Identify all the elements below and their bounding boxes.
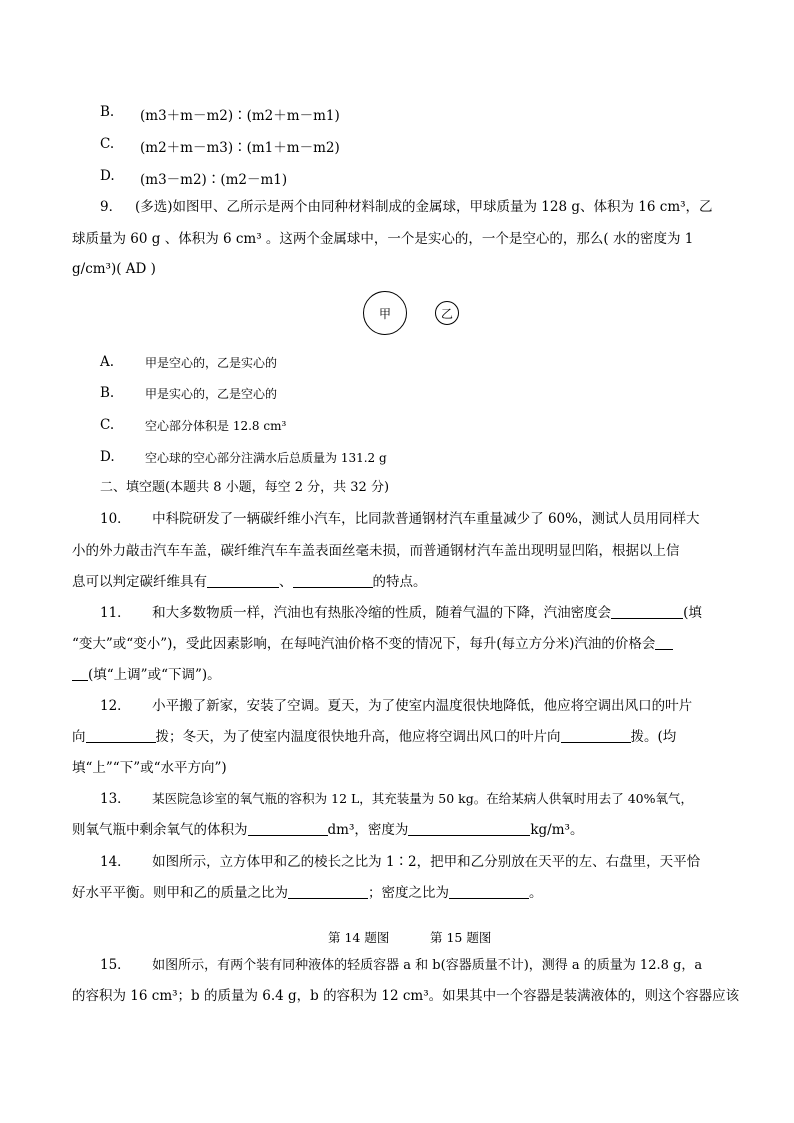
question-number: 11． xyxy=(100,605,131,621)
answer-blank[interactable] xyxy=(408,821,530,836)
question-text: 息可以判定碳纤维具有 xyxy=(72,574,207,590)
option-text: (m3－m2)∶(m2－m1) xyxy=(140,172,288,188)
ball-jia-figure xyxy=(363,291,407,335)
question-number: 12． xyxy=(100,698,131,714)
question-text: 如图所示，立方体甲和乙的棱长之比为 1∶2，把甲和乙分别放在天平的左、右盘里，天平恰 xyxy=(152,854,701,870)
option-letter: B. xyxy=(100,385,115,401)
answer-blank[interactable] xyxy=(72,666,88,681)
answer-blank[interactable] xyxy=(86,728,156,743)
question-text: 中科院研发了一辆碳纤维小汽车，比同款普通钢材汽车重量减少了 60%，测试人员用同样大 xyxy=(152,511,700,527)
q14-line-2 xyxy=(72,883,543,903)
ball-jia-label: 甲 xyxy=(378,306,391,321)
option-letter: D. xyxy=(100,168,115,184)
option-text: 甲是空心的，乙是实心的 xyxy=(145,356,278,370)
q9-line-1 xyxy=(100,197,713,217)
q13-line-1 xyxy=(100,789,693,809)
option-letter: C. xyxy=(100,417,115,433)
question-text: dm³，密度为 xyxy=(327,822,409,838)
question-text: 某医院急诊室的氧气瓶的容积为 12 L，其充装量为 50 kg。在给某病人供氧时用去了 40%氧气， xyxy=(152,791,693,806)
question-number: 15． xyxy=(100,957,131,973)
answer-blank[interactable] xyxy=(248,821,328,836)
q11-line-3 xyxy=(72,665,221,685)
q15-line-2: 的容积为 16 cm³；b 的质量为 6.4 g，b 的容积为 12 cm³。如果其中一个容器是装满液体的，则这个容器应该 xyxy=(72,988,740,1004)
option-letter: A. xyxy=(100,354,115,370)
question-text: 的特点。 xyxy=(372,574,427,590)
question-text: (多选)如图甲、乙所示是两个由同种材料制成的金属球，甲球质量为 128 g、体积为 16 cm³，乙 xyxy=(134,199,713,215)
answer-blank[interactable] xyxy=(611,604,683,619)
option-letter: C. xyxy=(100,136,115,152)
question-text: 拨；冬天，为了使室内温度很快地升高，他应将空调出风口的叶片向 xyxy=(155,729,561,745)
question-text: 好水平平衡。则甲和乙的质量之比为 xyxy=(72,885,288,901)
q9-line-2: 球质量为 60 g 、体积为 6 cm³ 。这两个金属球中，一个是实心的，一个是空心的，那么( 水的密度为 1 xyxy=(72,231,694,247)
question-number: 9． xyxy=(100,199,123,215)
question-text: 、 xyxy=(279,574,293,590)
question-text: 拨。(均 xyxy=(630,729,677,745)
option-text: (m2＋m－m3)∶(m1＋m－m2) xyxy=(140,140,340,156)
question-text: 如图所示，有两个装有同种液体的轻质容器 a 和 b(容器质量不计)，测得 a 的质量为 12.8 g，a xyxy=(152,958,703,973)
question-text: “变大”或“变小”)，受此因素影响，在每吨汽油价格不变的情况下，每升(每立方分米)汽油的价格会 xyxy=(72,636,656,652)
question-text: (填 xyxy=(683,605,702,621)
q11-line-1 xyxy=(100,603,702,623)
ball-yi-figure xyxy=(435,301,459,325)
ball-yi-label: 乙 xyxy=(440,306,453,321)
question-number: 10． xyxy=(100,511,131,527)
answer-blank[interactable] xyxy=(449,884,529,899)
q14-line-1 xyxy=(100,852,700,872)
question-text: 。 xyxy=(529,885,543,901)
q9-line-3: g/cm³)( AD ) xyxy=(72,261,156,277)
answer-blank[interactable] xyxy=(293,573,373,588)
question-text: 则氧气瓶中剩余氧气的体积为 xyxy=(72,822,248,838)
option-text: (m3＋m－m2)∶(m2＋m－m1) xyxy=(140,108,340,124)
question-number: 14． xyxy=(100,854,131,870)
option-letter: D. xyxy=(100,449,115,465)
q10-line-3 xyxy=(72,572,427,592)
q10-line-1 xyxy=(100,509,699,529)
q12-line-1 xyxy=(100,696,692,716)
question-text: kg/m³。 xyxy=(530,822,584,838)
q11-line-2 xyxy=(72,634,673,654)
question-text: ；密度之比为 xyxy=(368,885,449,901)
option-text: 空心球的空心部分注满水后总质量为 131.2 g xyxy=(145,451,387,465)
figure-caption-14: 第 14 题图 xyxy=(328,930,390,945)
question-number: 13． xyxy=(100,791,131,807)
answer-blank[interactable] xyxy=(288,884,368,899)
question-text: 小平搬了新家，安装了空调。夏天，为了使室内温度很快地降低，他应将空调出风口的叶片 xyxy=(152,698,693,714)
q10-line-2: 小的外力敲击汽车车盖，碳纤维汽车车盖表面丝毫未损，而普通钢材汽车盖出现明显凹陷，根据以上信 xyxy=(72,543,680,559)
q13-line-2 xyxy=(72,820,583,840)
option-letter: B. xyxy=(100,104,115,120)
option-text: 空心部分体积是 12.8 cm³ xyxy=(145,419,287,433)
answer-blank[interactable] xyxy=(655,635,673,650)
q12-line-3: 填“上”“下”或“水平方向”) xyxy=(72,760,227,776)
figure-caption-15: 第 15 题图 xyxy=(430,930,492,945)
answer-blank[interactable] xyxy=(207,573,279,588)
question-text: 向 xyxy=(72,729,86,745)
q15-line-1 xyxy=(100,955,702,976)
section-heading: 二、填空题(本题共 8 小题，每空 2 分，共 32 分) xyxy=(100,480,390,495)
question-text: 和大多数物质一样，汽油也有热胀冷缩的性质，随着气温的下降，汽油密度会 xyxy=(152,605,612,621)
answer-blank[interactable] xyxy=(561,728,631,743)
q12-line-2 xyxy=(72,727,676,747)
option-text: 甲是实心的，乙是空心的 xyxy=(145,387,278,401)
question-text: (填“上调”或“下调”)。 xyxy=(88,667,221,683)
